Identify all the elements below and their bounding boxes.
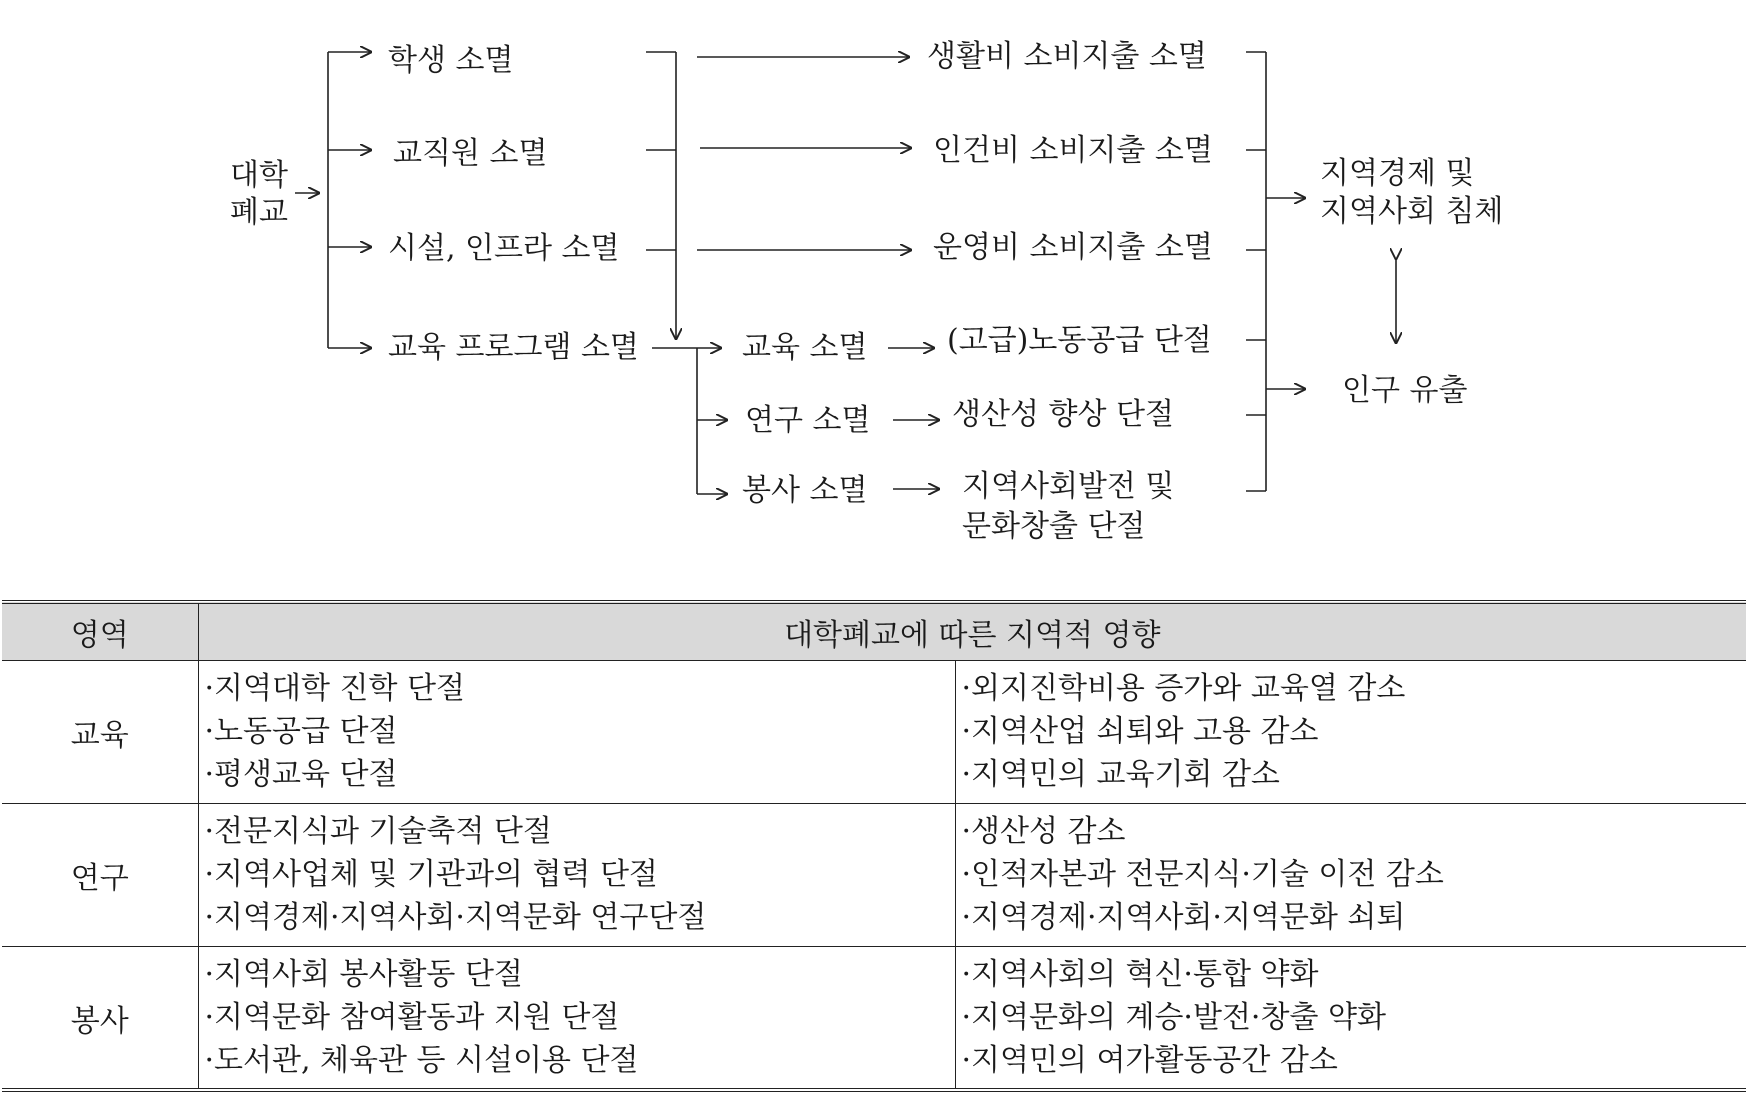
- list-item: ·지역문화 참여활동과 지원 단절: [204, 1000, 620, 1035]
- list-item: ·인적자본과 전문지식·기술 이전 감소: [961, 857, 1444, 892]
- spend-personnel: 인건비 소비지출 소멸: [933, 133, 1213, 168]
- effect-list: [955, 661, 1746, 804]
- table-row: [2, 804, 1746, 947]
- branch-programs: 교육 프로그램 소멸: [388, 330, 639, 365]
- header-impact: 대학폐교에 따른 지역적 영향: [198, 602, 1746, 661]
- program-service: 봉사 소멸: [742, 473, 868, 508]
- list-item: ·지역경제·지역사회·지역문화 연구단절: [204, 900, 707, 935]
- list-item: ·평생교육 단절: [204, 757, 398, 792]
- list-item: ·외지진학비용 증가와 교육열 감소: [961, 671, 1406, 706]
- list-item: ·전문지식과 기술축적 단절: [204, 814, 552, 849]
- table-row: [2, 661, 1746, 804]
- cut-off-list: [198, 804, 955, 947]
- table-header-row: [2, 602, 1746, 661]
- header-area: 영역: [2, 602, 198, 661]
- list-item: ·생산성 감소: [961, 814, 1126, 849]
- table-row: [2, 947, 1746, 1091]
- list-item: ·노동공급 단절: [204, 714, 398, 749]
- result-labor: (고급)노동공급 단절: [947, 323, 1212, 358]
- outcome-outflow: 인구 유출: [1342, 373, 1468, 408]
- list-item: ·지역대학 진학 단절: [204, 671, 465, 706]
- result-community-line2: 문화창출 단절: [962, 509, 1146, 544]
- list-item: ·지역산업 쇠퇴와 고용 감소: [961, 714, 1319, 749]
- spend-living: 생활비 소비지출 소멸: [927, 39, 1207, 74]
- area-cell: 연구: [2, 804, 198, 947]
- list-item: ·지역사회의 혁신·통합 약화: [961, 957, 1319, 992]
- list-item: ·도서관, 체육관 등 시설이용 단절: [204, 1043, 639, 1078]
- list-item: ·지역사업체 및 기관과의 협력 단절: [204, 857, 658, 892]
- spend-operations: 운영비 소비지출 소멸: [933, 230, 1213, 265]
- program-research: 연구 소멸: [745, 403, 871, 438]
- result-community-line1: 지역사회발전 및: [962, 469, 1175, 504]
- cut-off-list: [198, 661, 955, 804]
- area-cell: 교육: [2, 661, 198, 804]
- branch-facilities: 시설, 인프라 소멸: [388, 231, 620, 266]
- list-item: ·지역문화의 계승·발전·창출 약화: [961, 1000, 1386, 1035]
- start-label-line1: 대학: [230, 158, 288, 193]
- branch-staff: 교직원 소멸: [393, 136, 548, 171]
- impact-table: [2, 600, 1746, 1092]
- program-education: 교육 소멸: [742, 330, 868, 365]
- result-productivity: 생산성 향상 단절: [952, 397, 1174, 432]
- branch-students: 학생 소멸: [388, 43, 514, 78]
- list-item: ·지역사회 봉사활동 단절: [204, 957, 523, 992]
- area-cell: 봉사: [2, 947, 198, 1091]
- list-item: ·지역경제·지역사회·지역문화 쇠퇴: [961, 900, 1406, 935]
- outcome-stagnation-line2: 지역사회 침체: [1320, 194, 1504, 229]
- cut-off-list: [198, 947, 955, 1091]
- outcome-stagnation-line1: 지역경제 및: [1320, 156, 1475, 191]
- list-item: ·지역민의 교육기회 감소: [961, 757, 1280, 792]
- effect-list: [955, 947, 1746, 1091]
- start-label-line2: 폐교: [230, 195, 288, 230]
- list-item: ·지역민의 여가활동공간 감소: [961, 1043, 1338, 1078]
- effect-list: [955, 804, 1746, 947]
